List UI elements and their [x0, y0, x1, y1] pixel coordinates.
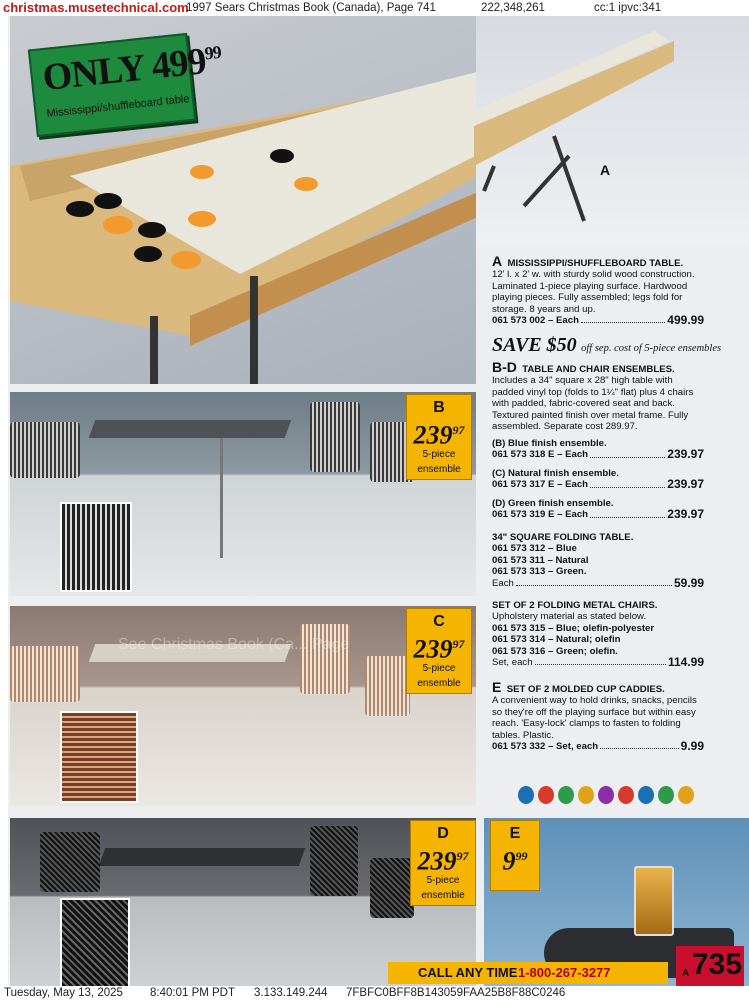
badge-item: Mississippi/shuffleboard table [46, 93, 190, 120]
catalog-page [8, 16, 749, 990]
footer-date: Tuesday, May 13, 2025 [4, 987, 123, 999]
fabric-swatch-green [60, 898, 130, 988]
item-c-price: (C) Natural finish ensemble. 061 573 317 E – Each 239.97 [492, 468, 704, 492]
catalog-title: 1997 Sears Christmas Book (Canada), Page 741 [186, 2, 436, 14]
badge-price: ONLY $499^{99}$ [40, 40, 222, 100]
chair [40, 832, 100, 892]
chairs-description: SET OF 2 FOLDING METAL CHAIRS. Upholstery material as stated below. 061 573 315 – Blue; olefin-polyester 061 573 314 – Natural; olefin 061 573 316 – Green; olefin. Set, each 114.99 [492, 600, 704, 670]
ornament-icon [578, 786, 594, 804]
price-tag-e: E $9^{99}$ [490, 820, 540, 891]
ornament-icon [598, 786, 614, 804]
chair [370, 858, 414, 918]
footer-bar [0, 986, 749, 1000]
price-tag-c: C $239^{97}$ 5-piece ensemble [406, 608, 472, 694]
shuffleboard-table-end [474, 16, 749, 246]
chair [365, 656, 410, 716]
page-number-badge: A 735 [676, 946, 744, 986]
folding-table [89, 420, 292, 438]
chair [10, 646, 80, 702]
fabric-swatch-blue [60, 502, 132, 592]
chair [300, 624, 350, 694]
header-bar [0, 0, 749, 16]
photo-shuffleboard-table [10, 16, 476, 384]
phone-number[interactable]: 1-800-267-3277 [518, 965, 611, 980]
chair [310, 402, 360, 472]
ornament-icon [638, 786, 654, 804]
item-a-description: A MISSISSIPPI/SHUFFLEBOARD TABLE. 12' l. x 2' w. with sturdy solid wood construction. Laminated 1-piece playing surface. Hardwood playing pieces. Fully assembled; legs fold for storage. 8 years and up. 061 573 002 – Each 499.99 [492, 253, 704, 328]
item-e-description: E SET OF 2 MOLDED CUP CADDIES. A convenient way to hold drinks, snacks, pencils so they're off the playing surface but within easy reach. 'Easy-lock' clamps to fasten to folding tables. Plastic. 061 573 332 – Set, each 9.99 [492, 679, 704, 754]
footer-ip: 3.133.149.244 [254, 987, 328, 999]
price-badge-only [28, 33, 222, 137]
site-link[interactable]: christmas.musetechnical.com [3, 0, 189, 15]
ornament-icon [558, 786, 574, 804]
ornament-icon [678, 786, 694, 804]
catalog-cc: cc:1 ipvc:341 [594, 2, 662, 14]
fabric-swatch-natural [60, 711, 138, 803]
item-label-a: A [600, 162, 611, 178]
watermark: See Christmas Book (Ca... Page [118, 636, 350, 653]
drink-glass [634, 866, 674, 936]
ornament-icon [658, 786, 674, 804]
item-d-price: (D) Green finish ensemble. 061 573 319 E – Each 239.97 [492, 498, 704, 522]
chair [10, 422, 80, 478]
price-tag-b: B $239^{97}$ 5-piece ensemble [406, 394, 472, 480]
price-tag-d: D $239^{97}$ 5-piece ensemble [410, 820, 476, 906]
footer-time: 8:40:01 PM PDT [150, 987, 236, 999]
ornament-icon [618, 786, 634, 804]
square-table-description: 34" SQUARE FOLDING TABLE. 061 573 312 – Blue 061 573 311 – Natural 061 573 313 – Green. Each 59.99 [492, 532, 704, 590]
call-text: CALL ANY TIME [418, 965, 518, 980]
ornament-icon [518, 786, 534, 804]
ornament-garland [516, 778, 696, 808]
item-b-price: (B) Blue finish ensemble. 061 573 318 E – Each 239.97 [492, 438, 704, 462]
item-bd-description: B-D TABLE AND CHAIR ENSEMBLES. Includes a 34" square x 28" high table with padded vinyl top (folds to 1¼" flat) plus 4 chairs with padded, fabric-covered seat and back. Textured painted finish over metal frame. Fully assembled. Separate cost 289.97. [492, 359, 694, 433]
chair [310, 826, 358, 896]
ornament-icon [538, 786, 554, 804]
footer-hash: 7FBFC0BFF8B143059FAA25B8F88C0246 [346, 987, 566, 999]
folding-table [99, 848, 306, 866]
catalog-ids: 222,348,261 [481, 2, 545, 14]
call-banner [388, 962, 668, 984]
save-offer: SAVE $50 off sep. cost of 5-piece ensembles [492, 334, 722, 356]
